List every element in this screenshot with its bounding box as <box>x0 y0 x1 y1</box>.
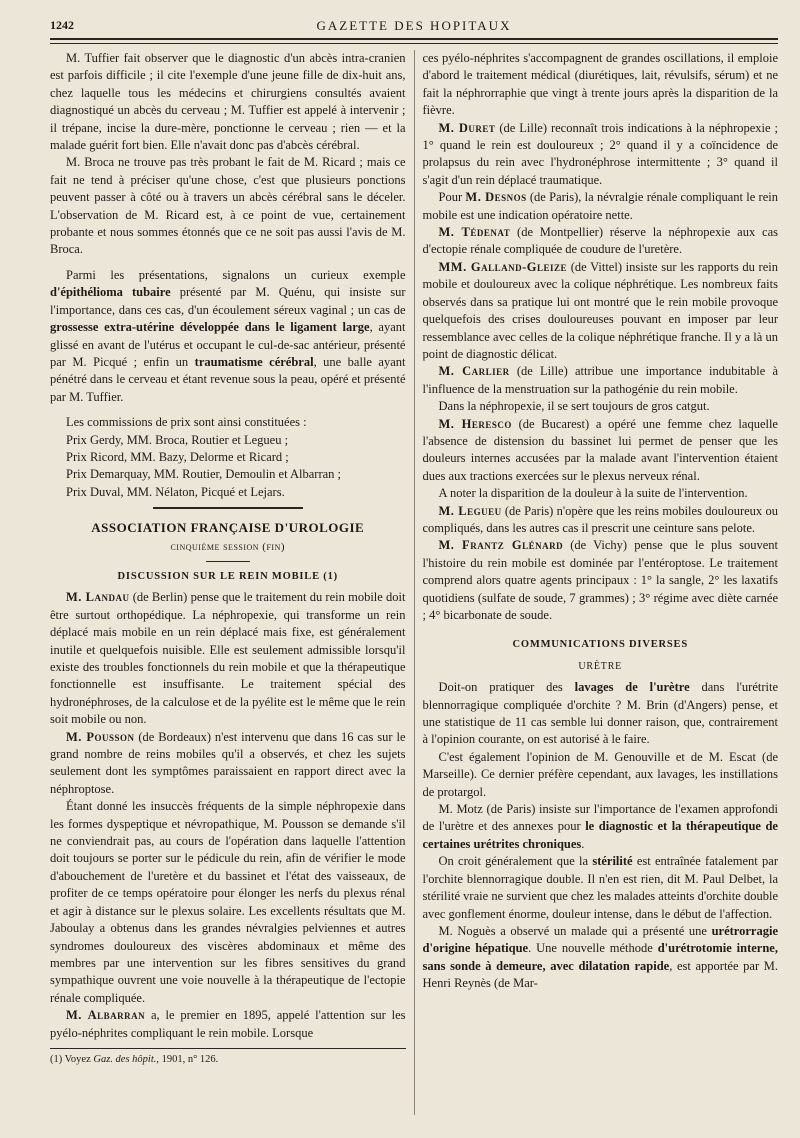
paragraph-continuation: ces pyélo-néphrites s'accompagnent de grandes oscillations, il emploie d'abord le traitement médical (diurétiques, lait, révulsifs, sérum) et ne fait la néphrorraphie que vingt à trente jours après la disparition de la fièvre. <box>422 51 778 118</box>
speaker-name: M. Frantz Glénard <box>438 538 564 553</box>
footnote: (1) Voyez Gaz. des hôpit., 1901, n° 126. <box>50 1048 406 1067</box>
page-number: 1242 <box>50 18 74 32</box>
paragraph-landau: M. Landau (de Berlin) pense que le traitement du rein mobile doit être surtout orthopédique. La néphropexie, qui transforme un rein déplacé mais mobile en un rein déplacé mais fixe, est généralement inutile et quelquefois nuisible. Elle est seulement admissible lorsqu'il existe des troubles fonctionnels du rein mobile et que la thérapeutique fonctionnelle est insuffisante. Le traitement spécial des hydronéphroses, de la calculose et de la pyélite est le même que le rein soit mobile ou non. <box>50 590 406 727</box>
paragraph-etant-donne: Étant donné les insuccès fréquents de la simple néphropexie dans les formes dyspeptique et névropathique, M. Pousson se demande s'il ne conviendrait pas, au cours de l'opération dans laquelle l'attention doit toujours se porter sur le pédicule du rein, afin de vérifier le mode d'abouchement de l'uretère et du bassinet et l'état des vaisseaux, de profiter de ce temps opératoire pour élonger les nerfs du plexus rénal et agir à distance sur le plexus solaire. Les excellents résultats que M. Jaboulay a obtenus dans les grandes névralgies pelviennes et autres syndromes douloureux des viscères abdominaux et même des membres par une intervention sur les fibres sensitives du grand sympathique ouvrent une voie nouvelle à la thérapeutique de l'ectopie rénale compliquée. <box>50 799 406 1005</box>
speaker-name: M. Desnos <box>465 190 527 205</box>
commission-item: Prix Duval, MM. Nélaton, Picqué et Lejars. <box>66 484 285 499</box>
paragraph-genouville: C'est également l'opinion de M. Genouville et de M. Escat (de Marseille). Ce dernier préfère cependant, aux lavages, les instillations de protargol. <box>422 749 778 799</box>
emphasis-uretrotomie: d'urétrotomie interne, sans sonde à demeure, avec dilatation rapide <box>422 941 778 973</box>
short-divider <box>206 561 250 562</box>
right-column <box>414 50 779 1115</box>
speaker-name: M. Pousson <box>66 729 135 744</box>
paragraph-desnos: Pour M. Desnos (de Paris), la névralgie rénale compliquant le rein mobile est une indication opératoire nette. <box>422 190 778 222</box>
subheading-communications: COMMUNICATIONS DIVERSES <box>512 639 688 651</box>
commission-item: Prix Ricord, MM. Bazy, Delorme et Ricard ; <box>66 449 289 464</box>
paragraph-legueu: M. Legueu (de Paris) n'opère que les reins mobiles douloureux ou compliqués, dans les autres cas il prescrit une ceinture sans pelote. <box>422 503 778 535</box>
paragraph-tuffier: M. Tuffier fait observer que le diagnostic d'un abcès intra-cranien est parfois difficile ; il cite l'exemple d'une jeune fille de dix-huit ans, chez laquelle tous les médecins et chirurgiens consultés avaient diagnostiqué un abcès du cerveau ; M. Tuffier est appelé à intervenir ; il trépane, incise la dure-mère, ponctionne le cerveau ; rien — et la malade guérit fort bien. Elle n'avait donc pas d'abcès cérébral. <box>50 51 406 153</box>
speaker-name: M. Legueu <box>438 503 502 518</box>
spacer <box>50 406 406 414</box>
paragraph-a-noter: A noter la disparition de la douleur à la suite de l'intervention. <box>438 486 748 501</box>
paragraph-broca: M. Broca ne trouve pas très probant le fait de M. Ricard ; mais ce fait ne tend à préciser qu'une chose, c'est que plusieurs ponctions peuvent passer à côté ou à travers un abcès cérébral sans le déceler. L'observation de M. Ricard est, à ce point de vue, certainement probante et nous sommes étonnés que ce ne soit pas aussi l'avis de M. Broca. <box>50 155 406 257</box>
commission-item: Prix Gerdy, MM. Broca, Routier et Legueu ; <box>66 432 289 447</box>
paragraph-galland: MM. Galland-Gleize (de Vittel) insiste sur les rapports du rein mobile et douloureux avec la colique néphrétique. Les nombreux faits observés dans sa pratique lui ont montré que le rein mobile provoque quelquefois des crises douloureuses pouvant en imposer par leur ressemblance avec celles de la colique néphrétique franche. Il y a là un point de diagnostic délicat. <box>422 259 778 361</box>
commissions-list <box>50 414 406 501</box>
paragraph-presentations: Parmi les présentations, signalons un curieux exemple d'épithélioma tubaire présenté par M. Quénu, qui insiste sur l'importance, dans ces cas, d'un écoulement séreux vaginal ; un cas de grossesse extra-utérine développée dans le ligament large, ayant glissé en avant de l'utérus et occupant le cul-de-sac antérieur, présenté par M. Picqué ; enfin un traumatisme cérébral, une balle ayant pénétré dans le cerveau et étant revenue sous la peau, opéré et présenté par M. Tuffier. <box>50 267 406 404</box>
paragraph-catgut: Dans la néphropexie, il se sert toujours de gros catgut. <box>438 399 710 414</box>
emphasis-sterilite: stérilité <box>592 854 633 869</box>
speaker-name: M. Tédenat <box>438 225 511 240</box>
commission-item: Prix Demarquay, MM. Routier, Demoulin et Albarran ; <box>66 467 342 482</box>
speaker-name: M. Heresco <box>438 416 512 431</box>
paragraph-nogues: M. Noguès a observé un malade qui a présenté une urétrorragie d'origine hépatique. Une nouvelle méthode d'urétrotomie interne, sans sonde à demeure, avec dilatation rapide, est apportée par M. Henri Reynès (de Mar- <box>422 923 778 991</box>
speaker-name: M. Albarran <box>66 1008 146 1023</box>
paragraph-tedenat: M. Tédenat (de Montpellier) réserve la néphropexie aux cas d'ectopie rénale compliquée de coudure de l'uretère. <box>422 225 778 257</box>
paragraph-motz: M. Motz (de Paris) insiste sur l'importance de l'examen approfondi de l'urètre et des annexes pour le diagnostic et la thérapeutique de certaines urétrites chroniques. <box>422 802 778 851</box>
two-column-body <box>50 50 778 1115</box>
emphasis-diagnostic: le diagnostic et la thérapeutique de certaines urétrites chroniques <box>422 819 778 851</box>
section-divider <box>153 507 303 509</box>
running-title: GAZETTE DES HOPITAUX <box>316 18 512 33</box>
emphasis-grossesse: grossesse extra-utérine développée dans le ligament large <box>50 320 370 335</box>
emphasis-epithelioma: d'épithélioma tubaire <box>50 285 171 300</box>
emphasis-uretrorragie: urétrorragie d'origine hépatique <box>422 923 778 956</box>
paragraph-lavages: Doit-on pratiquer des lavages de l'urètre dans l'urétrite blennorragique compliquée d'orchite ? M. Brin (d'Angers) pense, et une statistique de 11 cas semble lui donner raison, que, contrairement à l'opinion courante, on est autorisé à le faire. <box>422 680 778 747</box>
section-subtitle-session: cinquième session (fin) <box>170 540 286 553</box>
header-rule <box>50 43 778 44</box>
speaker-name: M. Landau <box>66 590 130 605</box>
emphasis-traumatisme: traumatisme cérébral <box>194 354 314 369</box>
page-header <box>50 16 778 40</box>
emphasis-lavages: lavages de l'urètre <box>574 680 690 695</box>
paragraph-albarran: M. Albarran a, le premier en 1895, appelé l'attention sur les pyélo-néphrites compliquant le rein mobile. Lorsque <box>50 1008 406 1040</box>
paragraph-duret: M. Duret (de Lille) reconnaît trois indications à la néphropexie ; 1° quand le rein est douloureux ; 2° quand il y a coïncidence de prolapsus du rein avec l'hydronéphrose intermittente ; 3° quand il s'agit d'un rein déplacé traumatique. <box>422 120 778 187</box>
paragraph-heresco: M. Heresco (de Bucarest) a opéré une femme chez laquelle l'absence de distension du bassinet lui permet de penser que les douleurs internes accusées par la malade avant l'intervention étaient dues aux tractions exercées sur le plexus nerveux rénal. <box>422 416 778 483</box>
spacer <box>50 259 406 267</box>
paragraph-glenard: M. Frantz Glénard (de Vichy) pense que le plus souvent l'histoire du rein mobile est dominée par l'entéroptose. Le traitement comprend alors quatre agents principaux : 1° la sangle, 2° les laxatifs quotidiens (sulfate de soude, 7 grammes) ; 3° régime avec diète carnée ; 4° bicarbonate de soude. <box>422 538 778 622</box>
subheading-uretre: URÈTRE <box>578 660 623 672</box>
section-title-association: ASSOCIATION FRANÇAISE D'UROLOGIE <box>91 520 365 536</box>
left-column <box>50 50 414 1115</box>
speaker-name: MM. Galland-Gleize <box>438 259 568 274</box>
paragraph-pousson: M. Pousson (de Bordeaux) n'est intervenu que dans 16 cas sur le grand nombre de reins mobiles qu'il a observés, et chez les sujets seulement dont les symptômes paraissaient en rapport direct avec la néphroptose. <box>50 729 406 796</box>
speaker-name: M. Duret <box>438 120 496 135</box>
paragraph-carlier: M. Carlier (de Lille) attribue une importance indubitable à l'influence de la menstruation sur la pathogénie du rein mobile. <box>422 364 778 396</box>
commissions-intro: Les commissions de prix sont ainsi constituées : <box>66 415 307 430</box>
speaker-name: M. Carlier <box>438 364 510 379</box>
subheading-discussion: DISCUSSION SUR LE REIN MOBILE (1) <box>117 570 338 582</box>
paragraph-sterilite: On croit généralement que la stérilité est entraînée fatalement par l'orchite blennorragique double. Il n'en est rien, dit M. Paul Delbet, la stérilité vraie ne survient que chez les malades atteints d'orchite double avec gonflement énorme, douleur intense, dans le début de l'affection. <box>422 854 778 921</box>
